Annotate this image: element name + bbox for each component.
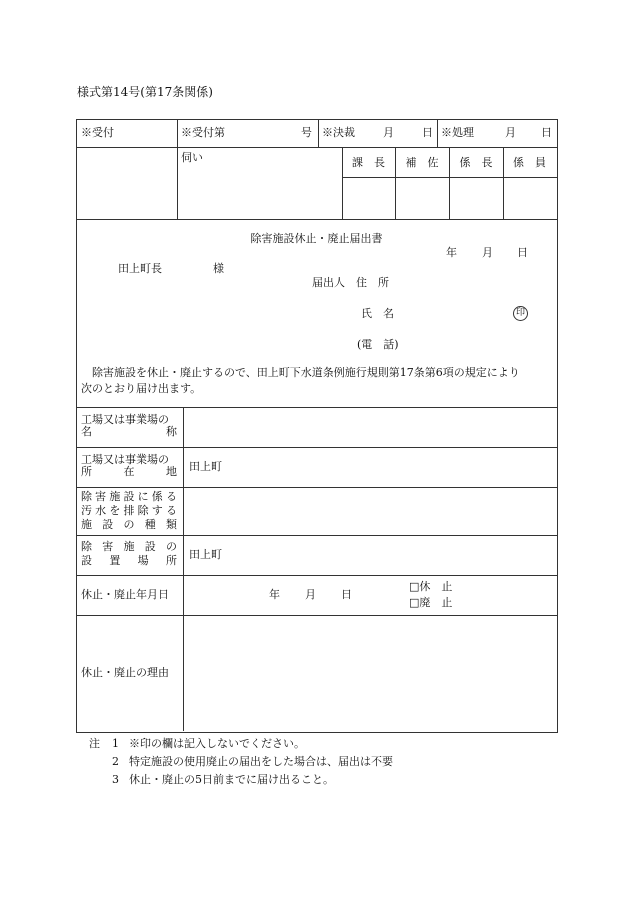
date-month: 月 — [482, 246, 493, 259]
note-1-number: 1 — [112, 737, 119, 750]
factory-name-label: 工場又は事業場の 名 称 — [81, 413, 177, 438]
suspension-date-month: 月 — [305, 588, 316, 601]
inquiry-label: 伺い — [181, 151, 203, 164]
installation-place-value: 田上町 — [189, 548, 222, 561]
note-3-text: 休止・廃止の5日前までに届け出ること。 — [129, 773, 334, 786]
suspension-date-day: 日 — [341, 588, 352, 601]
body-text-line1: 除害施設を休止・廃止するので、田上町下水道条例施行規則第17条第6項の規定により — [92, 366, 520, 379]
phone-label: (電 話) — [357, 338, 399, 351]
decision-month: 月 — [383, 126, 394, 139]
option-abolish-checkbox[interactable]: □廃 止 — [409, 596, 453, 609]
role-deputy: 補 佐 — [405, 156, 439, 169]
addressee: 田上町長 — [118, 262, 162, 275]
suspension-date-label: 休止・廃止年月日 — [81, 588, 169, 601]
process-month: 月 — [505, 126, 516, 139]
installation-place-label: 除 害 施 設 の 設 置 場 所 — [81, 540, 177, 567]
receipt-number-suffix: 号 — [301, 126, 312, 139]
role-unit-chief: 係 長 — [459, 156, 493, 169]
receipt-label: ※受付 — [81, 126, 114, 139]
honorific: 様 — [213, 262, 224, 275]
notes-prefix: 注 — [89, 737, 100, 750]
date-year: 年 — [446, 246, 457, 259]
factory-location-value: 田上町 — [189, 460, 222, 473]
note-2-text: 特定施設の使用廃止の届出をした場合は、届出は不要 — [129, 755, 393, 768]
applicant-label: 届出人 — [312, 276, 345, 289]
form-number: 様式第14号(第17条関係) — [77, 85, 213, 99]
facility-type-label: 除 害 施 設 に 係 る 汚 水 を 排 除 す る 施 設 の 種 類 — [81, 490, 177, 531]
date-day: 日 — [517, 246, 528, 259]
decision-day: 日 — [422, 126, 433, 139]
process-day: 日 — [541, 126, 552, 139]
address-label: 住 所 — [356, 276, 389, 289]
decision-label: ※決裁 — [322, 126, 355, 139]
receipt-number-label: ※受付第 — [181, 126, 225, 139]
body-text-line2: 次のとおり届け出ます。 — [81, 382, 202, 395]
note-1-text: ※印の欄は記入しないでください。 — [129, 737, 305, 750]
name-label: 氏 名 — [361, 307, 394, 320]
option-suspend-checkbox[interactable]: □休 止 — [409, 580, 453, 593]
form-title: 除害施設休止・廃止届出書 — [250, 232, 383, 245]
process-label: ※処理 — [441, 126, 474, 139]
factory-location-label: 工場又は事業場の 所 在 地 — [81, 453, 177, 478]
suspension-date-year: 年 — [269, 588, 280, 601]
role-staff: 係 員 — [513, 156, 546, 169]
role-section-chief: 課 長 — [352, 156, 385, 169]
note-3-number: 3 — [112, 773, 119, 786]
note-2-number: 2 — [112, 755, 119, 768]
reason-label: 休止・廃止の理由 — [81, 666, 169, 679]
seal-mark: 印 — [513, 306, 528, 321]
